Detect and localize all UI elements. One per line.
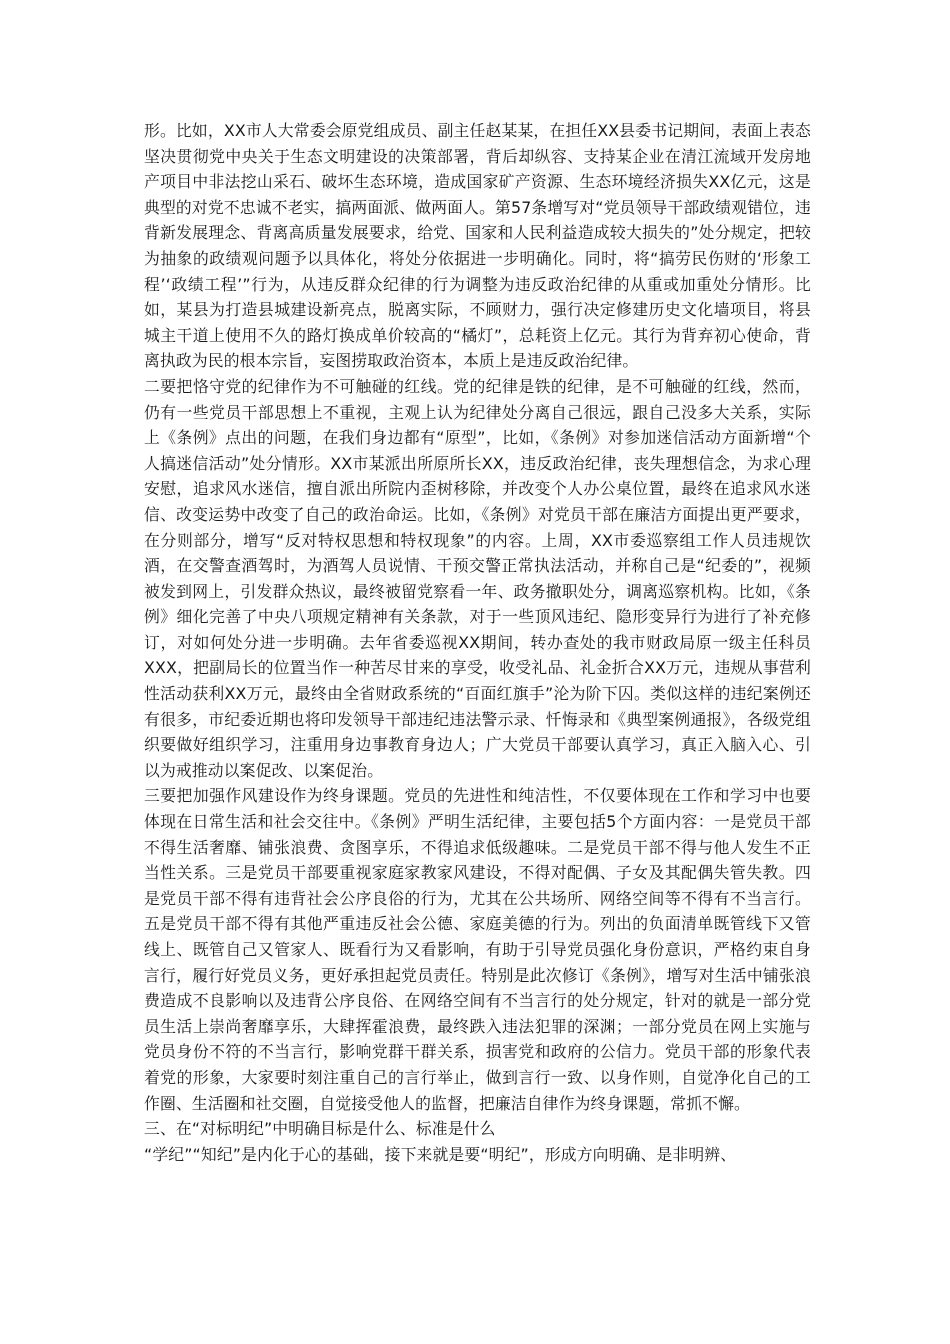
body-paragraph-3: 三要把加强作风建设作为终身课题。党员的先进性和纯洁性，不仅要体现在工作和学习中也要体现在日常生活和社会交往中。《条例》严明生活纪律，主要包括5个方面内容：一是党员干部不得生活奢靡、铺张浪费、贪图享乐，不得追求低级趣味。二是党员干部不得与他人发生不正当性关系。三是党员干部要重视家庭家教家风建设，不得对配偶、子女及其配偶失管失教。四是党员干部不得有违背社会公序良俗的行为，尤其在公共场所、网络空间等不得有不当言行。五是党员干部不得有其他严重违反社会公德、家庭美德的行为。列出的负面清单既管线下又管线上、既管自己又管家人、既看行为又看影响，有助于引导党员强化身份意识，严格约束自身言行，履行好党员义务，更好承担起党员责任。特别是此次修订《条例》，增写对生活中铺张浪费造成不良影响以及违背公序良俗、在网络空间有不当言行的处分规定，针对的就是一部分党员生活上崇尚奢靡享乐，大肆挥霍浪费，最终跌入违法犯罪的深渊；一部分党员在网上实施与党员身份不符的不当言行，影响党群干群关系，损害党和政府的公信力。党员干部的形象代表着党的形象，大家要时刻注重自己的言行举止，做到言行一致、以身作则，自觉净化自己的工作圈、生活圈和社交圈，自觉接受他人的监督，把廉洁自律作为终身课题，常抓不懈。	[144, 786, 811, 1113]
section-heading: 三、在“对标明纪”中明确目标是什么、标准是什么	[144, 1119, 496, 1139]
body-paragraph-1: 形。比如，XX市人大常委会原党组成员、副主任赵某某，在担任XX县委书记期间，表面上表态坚决贯彻党中央关于生态文明建设的决策部署，背后却纵容、支持某企业在清江流域开发房地产项目中非法挖山采石、破坏生态环境，造成国家矿产资源、生态环境经济损失XX亿元，这是典型的对党不忠诚不老实，搞两面派、做两面人。第57条增写对“党员领导干部政绩观错位，违背新发展理念、背离高质量发展要求，给党、国家和人民利益造成较大损失的”处分规定，把较为抽象的政绩观问题予以具体化，将处分依据进一步明确化。同时，将“搞劳民伤财的‘形象工程’‘政绩工程’”行为，从违反群众纪律的行为调整为违反政治纪律的从重或加重处分情形。比如，某县为打造县城建设新亮点，脱离实际，不顾财力，强行决定修建历史文化墙项目，将县城主干道上使用不久的路灯换成单价较高的“橘灯”，总耗资上亿元。其行为背弃初心使命，背离执政为民的根本宗旨，妄图捞取政治资本，本质上是违反政治纪律。	[144, 121, 811, 371]
body-paragraph-4: “学纪”“知纪”是内化于心的基础，接下来就是要“明纪”，形成方向明确、是非明辨、	[144, 1144, 737, 1164]
document-page	[144, 118, 811, 1167]
body-paragraph-2: 二要把恪守党的纪律作为不可触碰的红线。党的纪律是铁的纪律，是不可触碰的红线，然而，仍有一些党员干部思想上不重视，主观上认为纪律处分离自己很远，跟自己没多大关系，实际上《条例》点出的问题，在我们身边都有“原型”，比如，《条例》对参加迷信活动方面新增“个人搞迷信活动”处分情形。XX市某派出所原所长XX，违反政治纪律，丧失理想信念，为求心理安慰，追求风水迷信，擅自派出所院内歪树移除，并改变个人办公桌位置，最终在追求风水迷信、改变运势中改变了自己的政治命运。比如，《条例》对党员干部在廉洁方面提出更严要求，在分则部分，增写“反对特权思想和特权现象”的内容。上周，XX市委巡察组工作人员违规饮酒，在交警查酒驾时，为酒驾人员说情、干预交警正常执法活动，并称自己是“纪委的”，视频被发到网上，引发群众热议，最终被留党察看一年、政务撤职处分，调离巡察机构。比如，《条例》细化完善了中央八项规定精神有关条款，对于一些顶风违纪、隐形变异行为进行了补充修订，对如何处分进一步明确。去年省委巡视XX期间，转办查处的我市财政局原一级主任科员XXX，把副局长的位置当作一种苦尽甘来的享受，收受礼品、礼金折合XX万元，违规从事营利性活动获利XX万元，最终由全省财政系统的“百面红旗手”沦为阶下囚。类似这样的违纪案例还有很多，市纪委近期也将印发领导干部违纪违法警示录、忏悔录和《典型案例通报》，各级党组织要做好组织学习，注重用身边事教育身边人；广大党员干部要认真学习，真正入脑入心、引以为戒推动以案促改、以案促治。	[144, 376, 811, 780]
